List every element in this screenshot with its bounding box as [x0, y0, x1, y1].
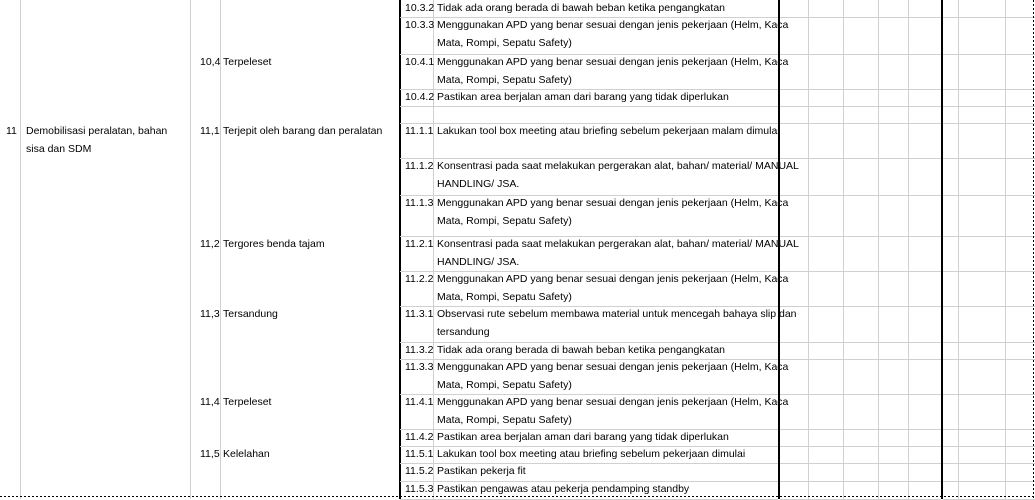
- row-gridline: [780, 446, 941, 447]
- control-measure-cell[interactable]: Menggunakan APD yang benar sesuai dengan jenis pekerjaan (Helm, Kaca: [437, 56, 789, 68]
- hazard-number-cell[interactable]: 11,5: [200, 448, 220, 460]
- control-measure-cell[interactable]: Menggunakan APD yang benar sesuai dengan jenis pekerjaan (Helm, Kaca: [437, 361, 789, 373]
- column-border: [941, 0, 943, 499]
- control-number-cell[interactable]: 11.3.1: [405, 308, 434, 320]
- row-gridline: [780, 481, 941, 482]
- row-gridline: [943, 429, 1035, 430]
- row-gridline: [780, 195, 941, 196]
- row-gridline: [780, 463, 941, 464]
- column-gridline: [908, 0, 909, 499]
- column-gridline: [958, 0, 959, 499]
- hazard-cell[interactable]: Terpeleset: [223, 56, 272, 68]
- control-number-cell[interactable]: 10.4.1: [405, 56, 435, 68]
- row-gridline: [943, 158, 1035, 159]
- hazard-cell[interactable]: Tergores benda tajam: [223, 238, 325, 250]
- row-gridline: [943, 123, 1035, 124]
- selection-border-right: [1033, 0, 1034, 499]
- row-gridline: [400, 106, 778, 107]
- control-measure-cell[interactable]: Mata, Rompi, Sepatu Safety): [437, 379, 572, 391]
- activity-cell[interactable]: Demobilisasi peralatan, bahan sisa dan SDM: [26, 125, 168, 155]
- control-measure-cell[interactable]: Tidak ada orang berada di bawah beban ketika pengangkatan: [437, 344, 725, 356]
- hazard-number-cell[interactable]: 11,2: [200, 238, 220, 250]
- control-number-cell[interactable]: 11.1.1: [405, 125, 434, 137]
- control-measure-cell[interactable]: Mata, Rompi, Sepatu Safety): [437, 414, 572, 426]
- column-gridline: [843, 0, 844, 499]
- row-number-cell[interactable]: 11: [6, 125, 17, 137]
- control-number-cell[interactable]: 10.3.2: [405, 2, 435, 14]
- control-measure-cell[interactable]: HANDLING/ JSA.: [437, 256, 520, 268]
- column-gridline: [20, 0, 21, 499]
- hazard-cell[interactable]: Terjepit oleh barang dan peralatan: [223, 125, 383, 137]
- row-gridline: [943, 446, 1035, 447]
- row-gridline: [780, 123, 941, 124]
- control-number-cell[interactable]: 11.1.2: [405, 160, 434, 172]
- control-measure-cell[interactable]: Mata, Rompi, Sepatu Safety): [437, 37, 572, 49]
- row-gridline: [780, 106, 941, 107]
- control-measure-cell[interactable]: HANDLING/ JSA.: [437, 178, 520, 190]
- row-gridline: [780, 394, 941, 395]
- row-gridline: [780, 359, 941, 360]
- control-number-cell[interactable]: 11.5.2: [405, 465, 434, 477]
- row-gridline: [943, 89, 1035, 90]
- control-number-cell[interactable]: 10.3.3: [405, 19, 435, 31]
- hazard-number-cell[interactable]: 11,4: [200, 396, 220, 408]
- control-number-cell[interactable]: 11.2.1: [405, 238, 434, 250]
- hazard-number-cell[interactable]: 11,1: [200, 125, 220, 137]
- row-gridline: [943, 306, 1035, 307]
- hazard-number-cell[interactable]: 11,3: [200, 308, 220, 320]
- row-gridline: [943, 106, 1035, 107]
- column-gridline: [220, 0, 221, 499]
- control-number-cell[interactable]: 11.1.3: [405, 197, 434, 209]
- control-measure-cell[interactable]: Menggunakan APD yang benar sesuai dengan jenis pekerjaan (Helm, Kaca: [437, 396, 789, 408]
- hazard-number-cell[interactable]: 10,4: [200, 56, 221, 68]
- control-measure-cell[interactable]: Observasi rute sebelum membawa material untuk mencegah bahaya slip dan: [437, 308, 797, 320]
- row-gridline: [943, 17, 1035, 18]
- row-gridline: [943, 342, 1035, 343]
- row-gridline: [943, 463, 1035, 464]
- selection-border-bottom: [0, 496, 1035, 497]
- control-number-cell[interactable]: 10.4.2: [405, 91, 435, 103]
- column-gridline: [190, 0, 191, 499]
- control-number-cell[interactable]: 11.3.2: [405, 344, 434, 356]
- column-gridline: [808, 0, 809, 499]
- control-number-cell[interactable]: 11.4.1: [405, 396, 434, 408]
- control-measure-cell[interactable]: Mata, Rompi, Sepatu Safety): [437, 74, 572, 86]
- control-measure-cell[interactable]: Mata, Rompi, Sepatu Safety): [437, 215, 572, 227]
- control-number-cell[interactable]: 11.2.2: [405, 273, 434, 285]
- row-gridline: [780, 89, 941, 90]
- row-gridline: [780, 236, 941, 237]
- column-gridline: [878, 0, 879, 499]
- row-gridline: [943, 481, 1035, 482]
- control-number-cell[interactable]: 11.3.3: [405, 361, 434, 373]
- hazard-cell[interactable]: Kelelahan: [223, 448, 270, 460]
- column-border: [399, 0, 401, 499]
- control-number-cell[interactable]: 11.5.1: [405, 448, 434, 460]
- row-gridline: [943, 195, 1035, 196]
- control-measure-cell[interactable]: Pastikan pengawas atau pekerja pendamping standby: [437, 483, 690, 495]
- control-measure-cell[interactable]: Lakukan tool box meeting atau briefing sebelum pekerjaan malam dimulai: [437, 125, 780, 137]
- column-gridline: [1005, 0, 1006, 499]
- row-gridline: [780, 271, 941, 272]
- control-measure-cell[interactable]: Pastikan area berjalan aman dari barang yang tidak diperlukan: [437, 91, 729, 103]
- row-gridline: [780, 342, 941, 343]
- control-measure-cell[interactable]: Mata, Rompi, Sepatu Safety): [437, 291, 572, 303]
- control-measure-cell[interactable]: Pastikan pekerja fit: [437, 465, 526, 477]
- control-measure-cell[interactable]: Menggunakan APD yang benar sesuai dengan jenis pekerjaan (Helm, Kaca: [437, 197, 789, 209]
- row-gridline: [780, 158, 941, 159]
- control-measure-cell[interactable]: Menggunakan APD yang benar sesuai dengan jenis pekerjaan (Helm, Kaca: [437, 273, 789, 285]
- hazard-cell[interactable]: Terpeleset: [223, 396, 272, 408]
- row-gridline: [780, 17, 941, 18]
- control-measure-cell[interactable]: Tidak ada orang berada di bawah beban ketika pengangkatan: [437, 2, 725, 14]
- row-gridline: [943, 271, 1035, 272]
- row-gridline: [943, 54, 1035, 55]
- control-number-cell[interactable]: 11.4.2: [405, 431, 434, 443]
- control-measure-cell[interactable]: Konsentrasi pada saat melakukan pergerakan alat, bahan/ material/ MANUAL: [437, 238, 799, 250]
- row-gridline: [780, 429, 941, 430]
- control-measure-cell[interactable]: Konsentrasi pada saat melakukan pergerakan alat, bahan/ material/ MANUAL: [437, 160, 799, 172]
- hazard-cell[interactable]: Tersandung: [223, 308, 278, 320]
- control-measure-cell[interactable]: Pastikan area berjalan aman dari barang yang tidak diperlukan: [437, 431, 729, 443]
- row-gridline: [943, 359, 1035, 360]
- row-gridline: [780, 54, 941, 55]
- control-number-cell[interactable]: 11.5.3: [405, 483, 434, 495]
- control-measure-cell[interactable]: Menggunakan APD yang benar sesuai dengan jenis pekerjaan (Helm, Kaca: [437, 19, 789, 31]
- row-gridline: [943, 236, 1035, 237]
- row-gridline: [943, 394, 1035, 395]
- control-measure-cell[interactable]: tersandung: [437, 326, 490, 338]
- row-gridline: [780, 306, 941, 307]
- control-measure-cell[interactable]: Lakukan tool box meeting atau briefing sebelum pekerjaan dimulai: [437, 448, 746, 460]
